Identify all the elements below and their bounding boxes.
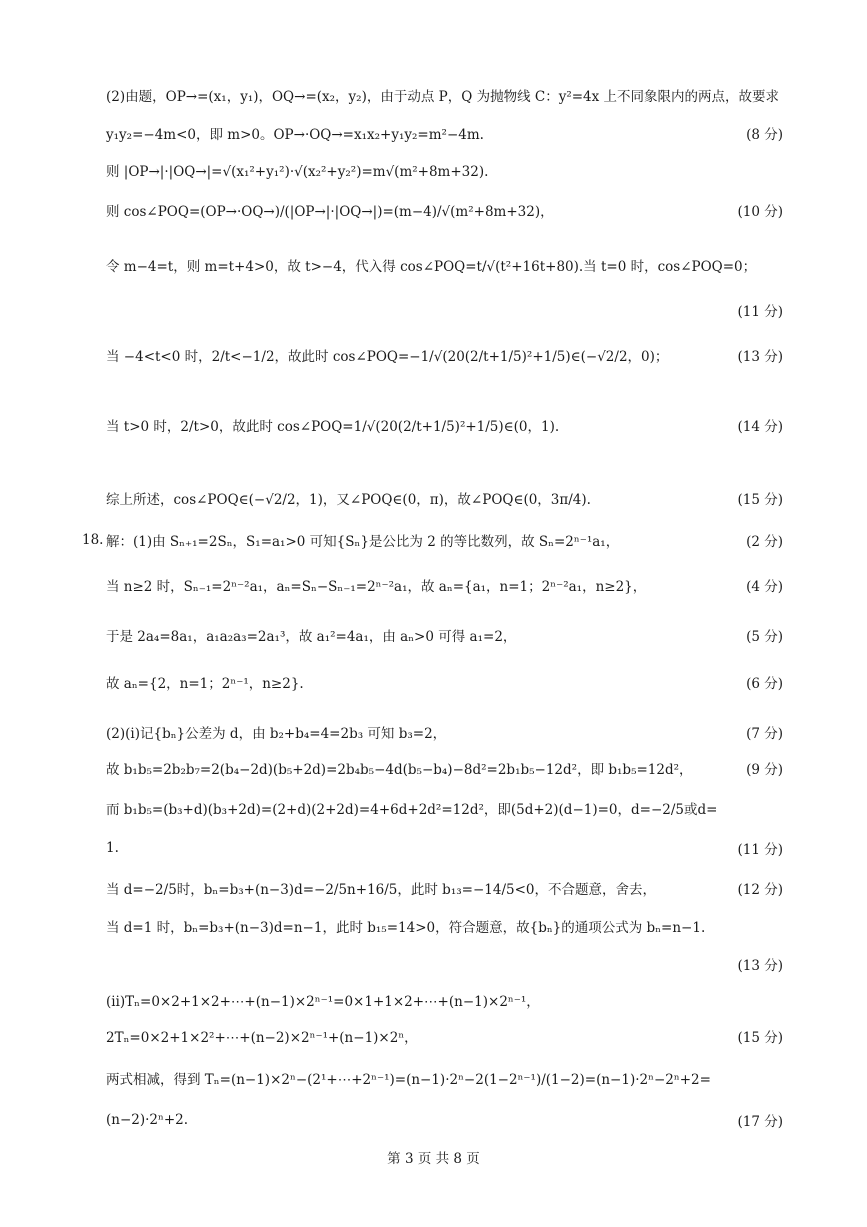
solution-text: 当 d=1 时，bₙ=b₃+(n−3)d=n−1，此时 b₁₅=14>0，符合题意，故{bₙ}的通项公式为 bₙ=n−1. (106, 920, 706, 936)
score-marker: (17 分) (737, 1114, 783, 1130)
solution-text: 于是 2a₄=8a₁，a₁a₂a₃=2a₁³，故 a₁²=4a₁，由 aₙ>0 可得 a₁=2， (106, 629, 517, 645)
solution-line (0, 335, 867, 375)
solution-line (0, 944, 867, 984)
solution-line (0, 290, 867, 330)
solution-line (0, 662, 867, 702)
solution-text: 两式相减，得到 Tₙ=(n−1)×2ⁿ−(2¹+⋯+2ⁿ⁻¹)=(n−1)·2ⁿ−2(1−2ⁿ⁻¹)/(1−2)=(n−1)·2ⁿ−2ⁿ+2= (106, 1072, 711, 1088)
solution-text: (ⅱ)Tₙ=0×2+1×2+⋯+(n−1)×2ⁿ⁻¹=0×1+1×2+⋯+(n−1)×2ⁿ⁻¹， (106, 994, 540, 1010)
solution-text: 当 t>0 时，2/t>0，故此时 cos∠POQ=1/√(20(2/t+1/5)²+1/5)∈(0，1). (106, 419, 560, 435)
solution-line (0, 1016, 867, 1056)
solution-text: 故 aₙ={2，n=1；2ⁿ⁻¹，n≥2}. (106, 676, 304, 692)
solution-line (0, 615, 867, 655)
solution-text: 当 n≥2 时，Sₙ₋₁=2ⁿ⁻²a₁，aₙ=Sₙ−Sₙ₋₁=2ⁿ⁻²a₁，故 aₙ={a₁，n=1；2ⁿ⁻²a₁，n≥2}， (106, 579, 647, 595)
solution-text: (2)(ⅰ)记{bₙ}公差为 d，由 b₂+b₄=4=2b₃ 可知 b₃=2， (106, 726, 447, 742)
solution-text: 解：(1)由 Sₙ₊₁=2Sₙ，S₁=a₁>0 可知{Sₙ}是公比为 2 的等比数列，故 Sₙ=2ⁿ⁻¹a₁， (106, 534, 620, 550)
solution-text (106, 944, 775, 984)
solution-line (0, 405, 867, 445)
solution-text: 则 |OP→|·|OQ→|=√(x₁²+y₁²)·√(x₂²+y₂²)=m√(m²+8m+32). (106, 164, 489, 180)
score-marker: (8 分) (746, 127, 783, 143)
solution-line (0, 868, 867, 908)
solution-text: 故 b₁b₅=2b₂b₇=2(b₄−2d)(b₅+2d)=2b₄b₅−4d(b₅−b₄)−8d²=2b₁b₅−12d²，即 b₁b₅=12d²， (106, 762, 693, 778)
solution-text: 1. (106, 840, 119, 856)
solution-line (0, 113, 867, 153)
score-marker: (15 分) (737, 1030, 783, 1046)
score-marker: (11 分) (737, 304, 783, 320)
score-marker: (2 分) (746, 534, 783, 550)
solution-line (0, 712, 867, 752)
solution-line (0, 1058, 867, 1098)
solution-line (0, 245, 867, 285)
solution-text: (2)由题，OP→=(x₁，y₁)，OQ→=(x₂，y₂)，由于动点 P，Q 为抛物线 C：y²=4x 上不同象限内的两点，故要求 (106, 89, 780, 105)
solution-line (0, 980, 867, 1020)
score-marker: (13 分) (737, 349, 783, 365)
solution-line (0, 150, 867, 190)
page-footer: 第 3 页 共 8 页 (387, 1151, 480, 1167)
solution-text: 综上所述，cos∠POQ∈(−√2/2，1)，又∠POQ∈(0，π)，故∠POQ∈(0，3π/4). (106, 492, 591, 508)
score-marker: (5 分) (746, 629, 783, 645)
solution-line (0, 748, 867, 788)
score-marker: (4 分) (746, 579, 783, 595)
solution-line (0, 520, 867, 560)
solution-line (0, 190, 867, 230)
score-marker: (12 分) (737, 882, 783, 898)
solution-text: 2Tₙ=0×2+1×2²+⋯+(n−2)×2ⁿ⁻¹+(n−1)×2ⁿ， (106, 1030, 418, 1046)
score-marker: (10 分) (737, 204, 783, 220)
score-marker: (7 分) (746, 726, 783, 742)
solution-text: (n−2)·2ⁿ+2. (106, 1112, 189, 1128)
solution-line (0, 478, 867, 518)
solution-text: 令 m−4=t，则 m=t+4>0，故 t>−4，代入得 cos∠POQ=t/√(t²+16t+80).当 t=0 时，cos∠POQ=0； (106, 259, 757, 275)
solution-line (0, 828, 867, 868)
solution-text: 则 cos∠POQ=(OP→·OQ→)/(|OP→|·|OQ→|)=(m−4)/√(m²+8m+32)， (106, 204, 554, 220)
solution-line (0, 1100, 867, 1140)
score-marker: (6 分) (746, 676, 783, 692)
score-marker: (9 分) (746, 762, 783, 778)
score-marker: (14 分) (737, 419, 783, 435)
solution-text: 当 d=−2/5时，bₙ=b₃+(n−3)d=−2/5n+16/5，此时 b₁₃=−14/5<0，不合题意，舍去， (106, 882, 656, 898)
solution-line (0, 788, 867, 828)
solution-line (0, 906, 867, 946)
solution-line (0, 75, 867, 115)
solution-text (106, 290, 775, 330)
problem-number: 18. (82, 532, 104, 548)
solution-text: 而 b₁b₅=(b₃+d)(b₃+2d)=(2+d)(2+2d)=4+6d+2d²=12d²，即(5d+2)(d−1)=0，d=−2/5或d= (106, 802, 718, 818)
solution-text: y₁y₂=−4m<0，即 m>0。OP→·OQ→=x₁x₂+y₁y₂=m²−4m. (106, 127, 484, 143)
score-marker: (13 分) (737, 958, 783, 974)
solution-line (0, 565, 867, 605)
solution-text: 当 −4<t<0 时，2/t<−1/2，故此时 cos∠POQ=−1/√(20(2/t+1/5)²+1/5)∈(−√2/2，0)； (106, 349, 669, 365)
score-marker: (15 分) (737, 492, 783, 508)
score-marker: (11 分) (737, 842, 783, 858)
